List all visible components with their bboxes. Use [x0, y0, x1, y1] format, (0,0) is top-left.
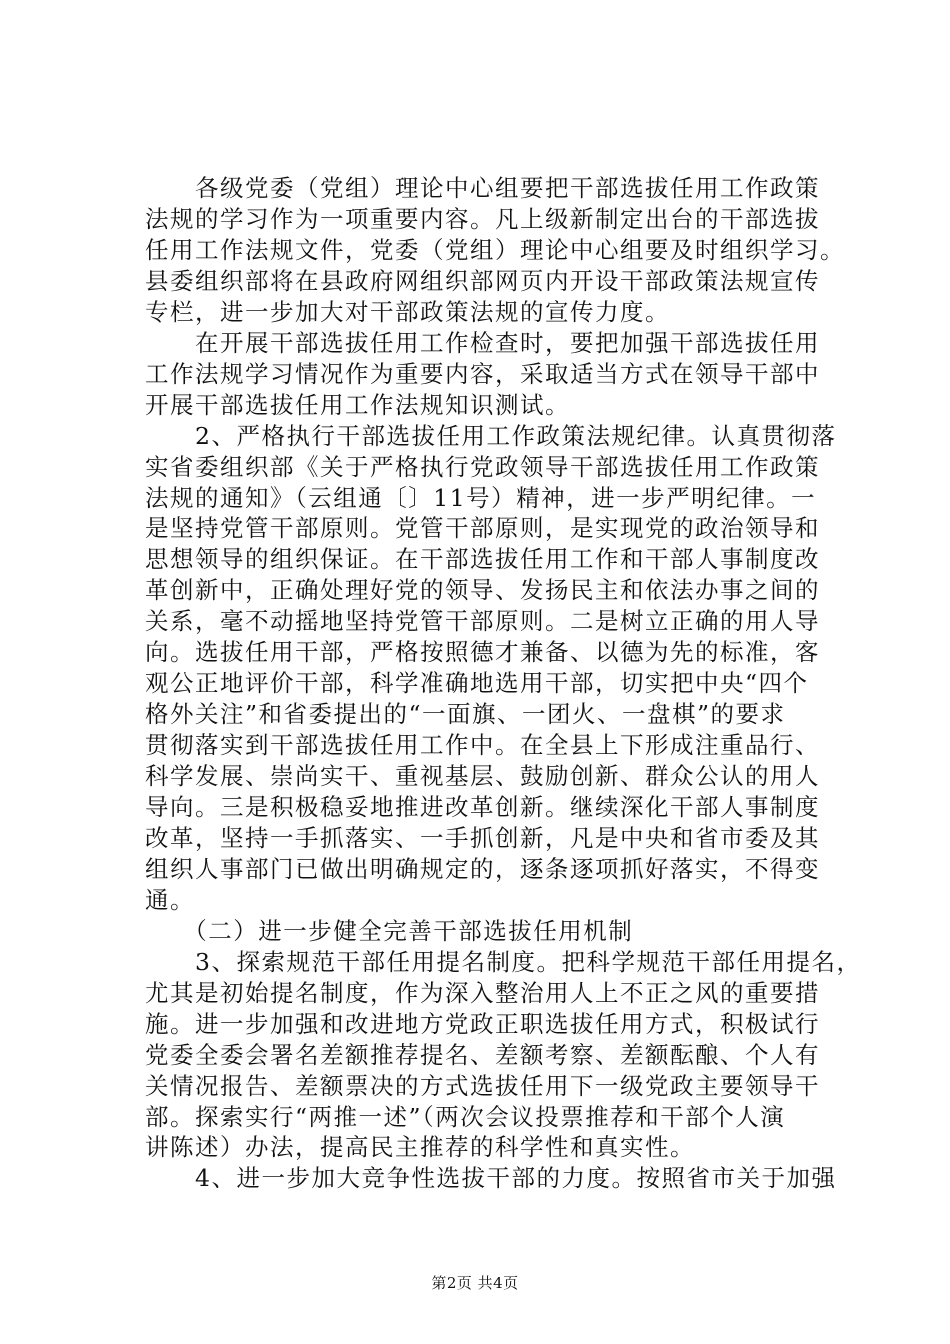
text-line: 党委全委会署名差额推荐提名、差额考察、差额酝酿、个人有 — [145, 1040, 820, 1069]
text-line: 任用工作法规文件，党委（党组）理论中心组要及时组织学习。 — [145, 235, 845, 264]
text-line: 2、严格执行干部选拔任用工作政策法规纪律。认真贯彻落 — [145, 421, 837, 450]
text-line: 思想领导的组织保证。在干部选拔任用工作和干部人事制度改 — [145, 545, 820, 574]
text-line: 法规的学习作为一项重要内容。凡上级新制定出台的干部选拔 — [145, 204, 820, 233]
text-line: 法规的通知》（云组通〔〕11号）精神，进一步严明纪律。一 — [145, 483, 817, 512]
text-line: 工作法规学习情况作为重要内容，采取适当方式在领导干部中 — [145, 359, 820, 388]
page-footer: 第2页 共4页 — [431, 1274, 519, 1292]
text-line: 开展干部选拔任用工作法规知识测试。 — [145, 390, 570, 419]
text-line: 4、进一步加大竞争性选拔干部的力度。按照省市关于加强 — [145, 1164, 837, 1193]
text-line: 组织人事部门已做出明确规定的，逐条逐项抓好落实，不得变 — [145, 854, 820, 883]
text-line: （二）进一步健全完善干部选拔任用机制 — [145, 916, 634, 945]
text-line: 格外关注”和省委提出的“一面旗、一团火、一盘棋”的要求 — [145, 700, 786, 729]
text-line: 县委组织部将在县政府网组织部网页内开设干部政策法规宣传 — [145, 266, 820, 295]
text-line: 导向。三是积极稳妥地推进改革创新。继续深化干部人事制度 — [145, 793, 820, 821]
text-line: 观公正地评价干部，科学准确地选用干部，切实把中央“四个 — [145, 669, 809, 698]
text-line: 尤其是初始提名制度，作为深入整治用人上不正之风的重要措 — [145, 978, 820, 1007]
text-line: 通。 — [145, 885, 195, 914]
text-line: 向。选拔任用干部，严格按照德才兼备、以德为先的标准，客 — [145, 638, 820, 667]
text-line: 关系，毫不动摇地坚持党管干部原则。二是树立正确的用人导 — [145, 607, 820, 636]
text-line: 专栏，进一步加大对干部政策法规的宣传力度。 — [145, 297, 670, 326]
text-line: 施。进一步加强和改进地方党政正职选拔任用方式，积极试行 — [145, 1009, 820, 1038]
text-line: 在开展干部选拔任用工作检查时，要把加强干部选拔任用 — [145, 328, 820, 357]
text-line: 是坚持党管干部原则。党管干部原则，是实现党的政治领导和 — [145, 514, 820, 543]
text-line: 3、探索规范干部任用提名制度。把科学规范干部任用提名， — [145, 947, 862, 976]
text-line: 改革，坚持一手抓落实、一手抓创新，凡是中央和省市委及其 — [145, 823, 820, 852]
text-line: 部。探索实行“两推一述”（两次会议投票推荐和干部个人演 — [145, 1102, 786, 1131]
text-line: 革创新中，正确处理好党的领导、发扬民主和依法办事之间的 — [145, 576, 820, 605]
text-line: 贯彻落实到干部选拔任用工作中。在全县上下形成注重品行、 — [145, 731, 820, 760]
text-line: 各级党委（党组）理论中心组要把干部选拔任用工作政策 — [145, 174, 820, 202]
text-line: 实省委组织部《关于严格执行党政领导干部选拔任用工作政策 — [145, 452, 820, 481]
text-line: 关情况报告、差额票决的方式选拔任用下一级党政主要领导干 — [145, 1071, 820, 1100]
text-line: 科学发展、崇尚实干、重视基层、鼓励创新、群众公认的用人 — [145, 762, 820, 791]
text-line: 讲陈述）办法，提高民主推荐的科学性和真实性。 — [145, 1133, 695, 1162]
